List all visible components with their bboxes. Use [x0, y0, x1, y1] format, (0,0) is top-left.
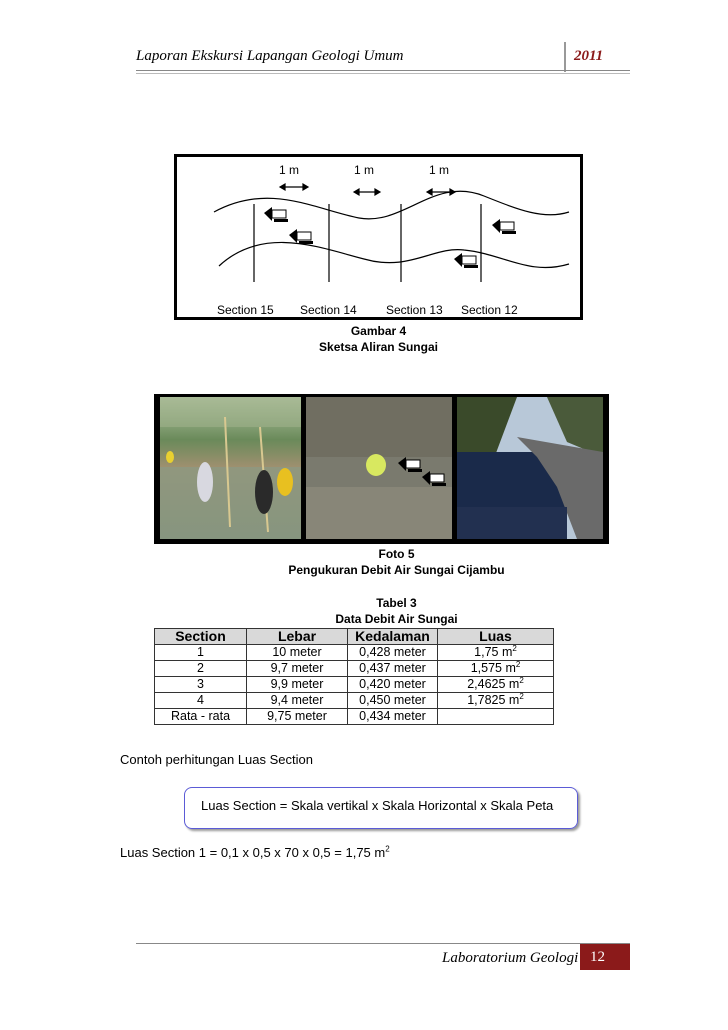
footer-rule — [136, 943, 630, 944]
figure-caption-title: Sketsa Aliran Sungai — [319, 340, 438, 354]
photo-caption-number: Foto 5 — [378, 547, 415, 561]
discharge-data-table — [154, 628, 554, 725]
section-label: Section 14 — [300, 303, 357, 317]
header-rule — [136, 70, 630, 71]
table-caption-number: Tabel 3 — [376, 596, 417, 610]
spacing-label: 1 m — [354, 163, 375, 177]
section-label: Section 13 — [386, 303, 443, 317]
river-bank-lower — [219, 242, 569, 267]
cell-luas: 2,4625 $m^2$ — [438, 677, 554, 693]
column-header: Section — [155, 629, 247, 645]
column-header: Lebar — [247, 629, 348, 645]
cell-lebar: 9,4 meter — [247, 693, 348, 709]
table-caption-title: Data Debit Air Sungai — [335, 612, 458, 626]
cell-kedalaman: 0,437 meter — [348, 661, 438, 677]
header-rule-secondary — [136, 73, 630, 74]
photo-river-closeup — [306, 397, 452, 539]
cell-section: Rata - rata — [155, 709, 247, 725]
cell-luas: 1,75 $m^2$ — [438, 645, 554, 661]
cell-kedalaman: 0,450 meter — [348, 693, 438, 709]
calculation-line: Luas Section 1 = 0,1 x 0,5 x 70 x 0,5 = 1,75 $m^2$ — [120, 844, 390, 860]
column-header: Kedalaman — [348, 629, 438, 645]
cell-lebar: 9,7 meter — [247, 661, 348, 677]
table-row — [155, 661, 554, 677]
table-row — [155, 677, 554, 693]
spacing-arrows — [280, 184, 455, 195]
section-labels — [217, 303, 518, 317]
section-label: Section 15 — [217, 303, 274, 317]
table-row-average — [155, 709, 554, 725]
photo-river-landscape — [457, 397, 603, 539]
cell-kedalaman: 0,420 meter — [348, 677, 438, 693]
cell-lebar: 9,75 meter — [247, 709, 348, 725]
cell-kedalaman: 0,434 meter — [348, 709, 438, 725]
photo-river-measurement — [160, 397, 301, 539]
footer-lab-name: Laboratorium Geologi — [442, 950, 579, 966]
header-title: Laporan Ekskursi Lapangan Geologi Umum — [136, 48, 404, 64]
spacing-labels — [279, 163, 449, 177]
column-header: Luas — [438, 629, 554, 645]
sketch-frame — [176, 156, 582, 319]
header-divider — [564, 42, 566, 72]
table-header-row — [155, 629, 554, 645]
flow-arrow-icon — [492, 219, 516, 234]
example-heading: Contoh perhitungan Luas Section — [120, 752, 313, 767]
formula-text: Luas Section = Skala vertikal x Skala Horizontal x Skala Peta — [201, 798, 554, 813]
cell-lebar: 10 meter — [247, 645, 348, 661]
photo-caption-title: Pengukuran Debit Air Sungai Cijambu — [288, 563, 505, 577]
spacing-label: 1 m — [429, 163, 450, 177]
flow-arrow-icon — [454, 253, 478, 268]
flow-arrow-icon — [289, 229, 313, 244]
page-number-badge — [580, 944, 630, 970]
page-number: 12 — [590, 949, 605, 965]
cell-luas — [438, 709, 554, 725]
cell-lebar: 9,9 meter — [247, 677, 348, 693]
figure-caption-number: Gambar 4 — [350, 324, 407, 338]
cell-luas: 1,575 $m^2$ — [438, 661, 554, 677]
formula-box — [184, 787, 578, 829]
table-row — [155, 693, 554, 709]
section-label: Section 12 — [461, 303, 518, 317]
cell-section: 2 — [155, 661, 247, 677]
flow-arrow-icon — [264, 207, 288, 222]
river-flow-sketch — [174, 154, 583, 320]
header-year: 2011 — [574, 48, 604, 64]
cell-kedalaman: 0,428 meter — [348, 645, 438, 661]
cell-section: 3 — [155, 677, 247, 693]
table-row — [155, 645, 554, 661]
photo-strip — [154, 394, 609, 544]
spacing-label: 1 m — [279, 163, 300, 177]
cell-section: 4 — [155, 693, 247, 709]
cell-section: 1 — [155, 645, 247, 661]
cell-luas: 1,7825 $m^2$ — [438, 693, 554, 709]
